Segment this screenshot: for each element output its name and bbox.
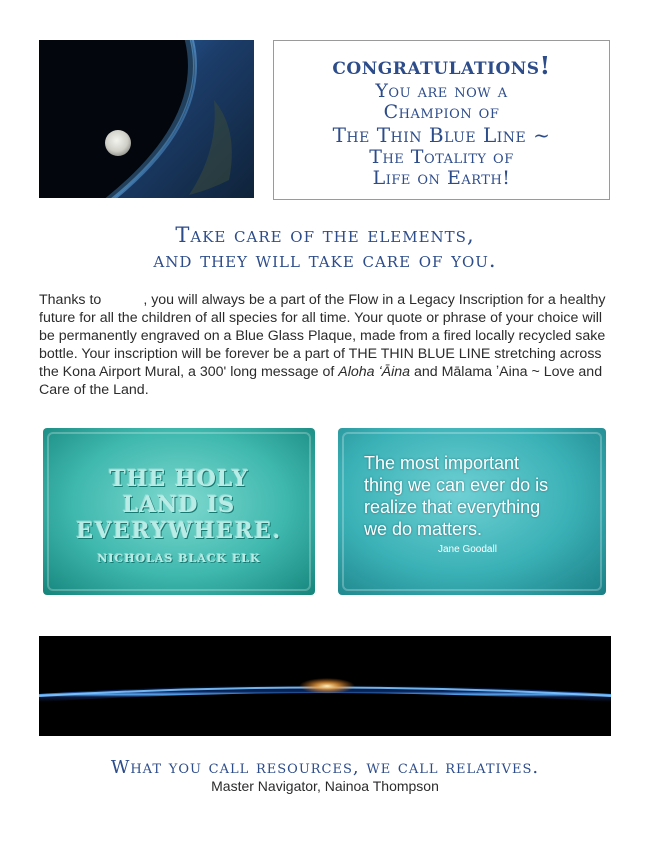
- plaque-right-line: we do matters.: [364, 519, 483, 539]
- plaque-right-line: thing we can ever do is: [364, 475, 549, 495]
- glass-plaque-right: [338, 428, 606, 595]
- body-text-part: , you will always be a part of the Flow in a Legacy Inscription for a healthy future for all the children of all species for all time. Your quote or phrase of your choice will be permanently engraved on a Blue Glass Plaque, made from a fired locally recycled sake bottle. Your inscription will be forever be a part of THE THIN BLUE LINE stretching across the Kona Airport Mural, a 300' long message of: [39, 292, 606, 380]
- congrats-line: Champion of: [383, 101, 500, 123]
- plaque-right-attribution: Jane Goodall: [438, 544, 497, 555]
- congratulations-box: [273, 40, 610, 200]
- congrats-line: The Totality of: [369, 146, 514, 168]
- congrats-title: congratulations!: [332, 51, 551, 80]
- glass-plaque-left: [43, 428, 315, 595]
- plaque-left-line: THE HOLY: [109, 466, 249, 492]
- body-paragraph: [39, 291, 619, 399]
- congrats-line: You are now a: [375, 80, 508, 102]
- earth-moon-photo: [39, 40, 254, 198]
- plaque-right-line: realize that everything: [364, 497, 541, 517]
- closing-quote: What you call resources, we call relatives.: [110, 757, 540, 778]
- body-text-part: and Mālama ʼAina ~ Love and Care of the Land.: [39, 364, 603, 398]
- plaque-left-line: LAND IS: [122, 492, 236, 518]
- headline: [30, 223, 620, 273]
- earth-horizon-photo: [39, 636, 611, 736]
- congrats-line: The Thin Blue Line ~: [332, 123, 551, 147]
- body-text-italic: Aloha ʻĀina: [338, 364, 411, 380]
- plaque-right-line: The most important: [364, 453, 520, 473]
- quote-author: Master Navigator, Nainoa Thompson: [211, 778, 439, 794]
- plaque-left-line: EVERYWHERE.: [76, 518, 282, 544]
- headline-line: Take care of the elements,: [175, 223, 475, 247]
- congrats-line: Life on Earth!: [372, 167, 511, 189]
- headline-line: and they will take care of you.: [153, 248, 497, 272]
- plaque-left-attribution: NICHOLAS BLACK ELK: [97, 552, 261, 565]
- body-text-part: Thanks to: [39, 292, 102, 308]
